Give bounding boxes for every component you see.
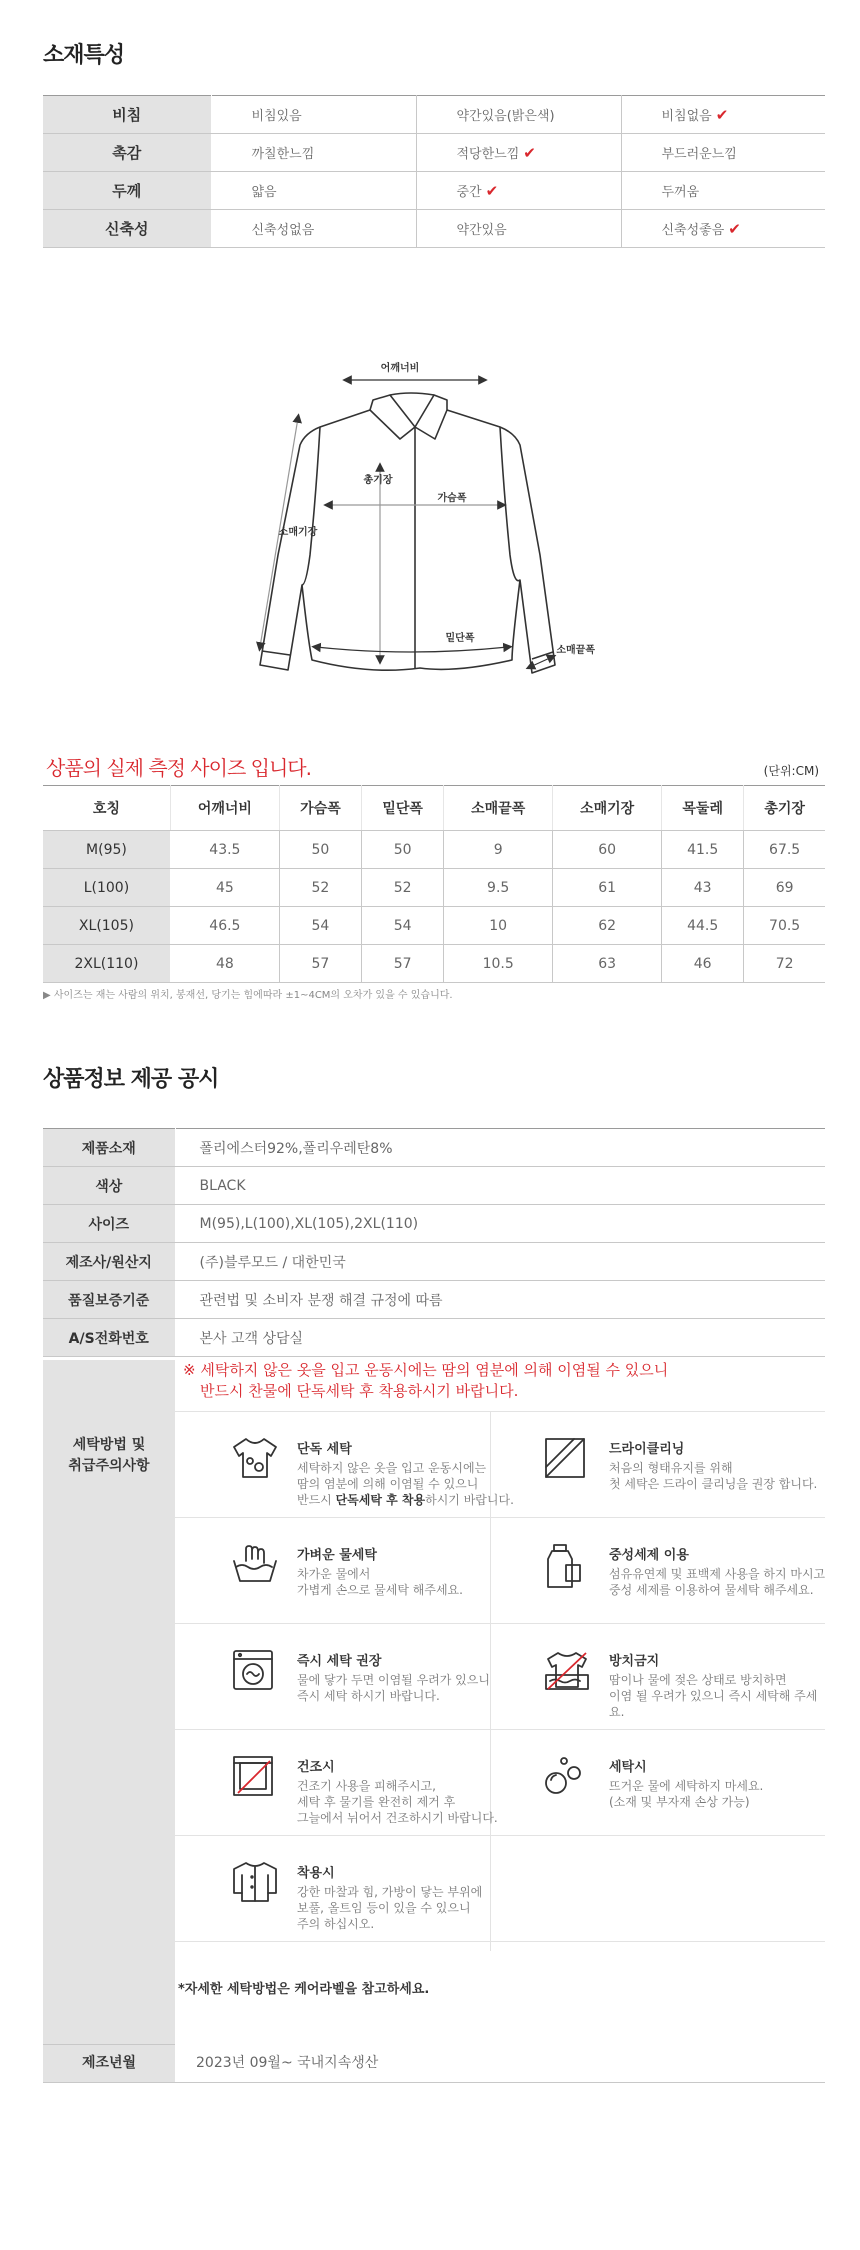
size-cell: 69	[744, 869, 825, 907]
material-option	[621, 134, 825, 172]
wash-guide-line: 이염 될 우려가 있으니 즉시 세탁해 주세요.	[609, 1689, 818, 1719]
size-cell: 62	[553, 907, 662, 945]
hem-arrow	[316, 647, 508, 652]
check-icon: ✔	[485, 182, 499, 200]
wash-guide-line: 세탁하지 않은 옷을 입고 운동시에는	[297, 1461, 487, 1475]
wash-guide-title: 중성세제 이용	[609, 1548, 689, 1563]
wash-guide-item	[200, 1415, 518, 1518]
material-option-label: 비침있음	[251, 109, 302, 124]
material-option	[416, 210, 621, 248]
material-row-label: 두께	[43, 172, 211, 210]
wash-guide-desc	[297, 1460, 514, 1508]
info-table	[43, 1128, 825, 1357]
info-row-value: M(95),L(100),XL(105),2XL(110)	[175, 1205, 825, 1243]
material-option	[416, 96, 621, 134]
size-column-header: 총기장	[744, 786, 825, 831]
wash-guide-line-text: 하시기 바랍니다.	[425, 1493, 514, 1507]
check-icon: ✔	[728, 220, 741, 238]
material-row	[43, 210, 825, 248]
wash-guide-desc	[609, 1778, 763, 1810]
size-cell: 43	[662, 869, 744, 907]
material-row	[43, 172, 825, 210]
wash-guide-item	[512, 1627, 830, 1730]
jacket-measurement-diagram	[250, 355, 610, 685]
material-option-label: 약간있음(밝은색)	[456, 109, 555, 124]
size-cell: 46	[662, 945, 744, 983]
jacket-body-outline	[260, 410, 555, 673]
material-option	[211, 134, 416, 172]
wash-note: *자세한 세탁방법은 케어라벨을 참고하세요.	[178, 1982, 430, 1997]
wash-guide-item	[200, 1521, 518, 1624]
wash-guide-title: 단독 세탁	[297, 1442, 352, 1457]
info-row	[43, 1319, 825, 1357]
material-row-label: 신축성	[43, 210, 211, 248]
info-row-label: 사이즈	[43, 1205, 175, 1243]
size-cell: 9.5	[444, 869, 553, 907]
info-row-value: 관련법 및 소비자 분쟁 해결 규정에 따름	[175, 1281, 825, 1319]
wash-guide-line: (소재 및 부자재 손상 가능)	[609, 1795, 750, 1809]
wash-grid-line	[175, 1411, 825, 1412]
size-row	[43, 831, 825, 869]
wash-guide-line: 땀이나 물에 젖은 상태로 방치하면	[609, 1673, 787, 1687]
wash-guide-desc	[609, 1566, 825, 1598]
info-row-label: 색상	[43, 1167, 175, 1205]
size-row	[43, 869, 825, 907]
size-cell: 63	[553, 945, 662, 983]
size-cell: 52	[279, 869, 361, 907]
size-column-header: 어깨너비	[170, 786, 279, 831]
wash-guide-line: 즉시 세탁 하시기 바랍니다.	[297, 1689, 440, 1703]
info-section-title: 상품정보 제공 공시	[43, 1067, 219, 1092]
wash-guide-title: 드라이클리닝	[609, 1442, 685, 1457]
size-column-header: 밑단폭	[362, 786, 444, 831]
wash-guide-title: 건조시	[297, 1760, 335, 1775]
size-cell: 43.5	[170, 831, 279, 869]
size-row-label: L(100)	[43, 869, 170, 907]
material-option-label: 두꺼움	[661, 185, 700, 200]
wash-guide-item	[512, 1733, 830, 1836]
size-cell: 67.5	[744, 831, 825, 869]
info-row-value: 본사 고객 상담실	[175, 1319, 825, 1357]
wash-guide-desc	[297, 1672, 490, 1704]
size-cell: 10	[444, 907, 553, 945]
wash-guide-line: 강한 마찰과 힘, 가방이 닿는 부위에	[297, 1885, 483, 1899]
check-icon: ✔	[523, 144, 536, 162]
info-row-label: A/S전화번호	[43, 1319, 175, 1357]
wash-warning	[183, 1360, 668, 1402]
size-cell: 70.5	[744, 907, 825, 945]
wash-guide-item	[200, 1627, 518, 1730]
wash-guide-desc	[609, 1460, 817, 1492]
material-row	[43, 134, 825, 172]
total-length-label: 총기장	[363, 475, 393, 486]
wash-warning-line2: 반드시 찬물에 단독세탁 후 착용하시기 바랍니다.	[200, 1382, 519, 1400]
size-row-label: XL(105)	[43, 907, 170, 945]
material-row-label: 촉감	[43, 134, 211, 172]
size-column-header: 소매끝폭	[444, 786, 553, 831]
info-row	[43, 1281, 825, 1319]
size-cell: 60	[553, 831, 662, 869]
wash-guide-item	[200, 1733, 518, 1836]
wash-guide-line: 차가운 물에서	[297, 1567, 371, 1581]
material-option-label: 신축성없음	[251, 223, 315, 238]
material-section-title: 소재특성	[43, 43, 125, 68]
size-cell: 50	[279, 831, 361, 869]
mfg-value: 2023년 09월~ 국내지속생산	[196, 2055, 379, 2071]
material-option	[621, 96, 825, 134]
info-row-value: BLACK	[175, 1167, 825, 1205]
info-row-label: 제품소재	[43, 1129, 175, 1167]
wash-label-line2: 취급주의사항	[68, 1458, 150, 1474]
info-row-label: 제조사/원산지	[43, 1243, 175, 1281]
material-option-label: 부드러운느낌	[661, 147, 737, 162]
wash-guide-item	[200, 1839, 518, 1942]
wash-guide-desc	[297, 1566, 463, 1598]
material-option	[621, 172, 825, 210]
wash-label-cell	[43, 1360, 175, 2045]
size-row-label: 2XL(110)	[43, 945, 170, 983]
size-cell: 10.5	[444, 945, 553, 983]
wash-guide-title: 착용시	[297, 1866, 335, 1881]
wash-guide-line: 섬유유연제 및 표백제 사용을 하지 마시고	[609, 1567, 826, 1581]
size-table	[43, 785, 825, 983]
wash-guide-desc	[297, 1884, 482, 1932]
size-row	[43, 945, 825, 983]
check-icon: ✔	[715, 106, 729, 124]
material-option	[211, 210, 416, 248]
wash-label-line1: 세탁방법 및	[72, 1437, 146, 1453]
info-row	[43, 1205, 825, 1243]
size-cell: 52	[362, 869, 444, 907]
size-unit: (단위:CM)	[763, 764, 819, 778]
wash-guide-line: 물에 닿가 두면 이염될 우려가 있으니	[297, 1673, 490, 1687]
wash-guide-title: 가벼운 물세탁	[297, 1548, 377, 1563]
material-table	[43, 95, 825, 248]
wash-guide-title: 즉시 세탁 권장	[297, 1654, 382, 1669]
sleeve-length-label: 소매기장	[278, 527, 318, 538]
size-column-header: 목둘레	[662, 786, 744, 831]
size-column-header: 소매기장	[553, 786, 662, 831]
wash-guide-title: 방치금지	[609, 1654, 660, 1669]
size-cell: 46.5	[170, 907, 279, 945]
info-row	[43, 1167, 825, 1205]
wash-guide-line: 땀의 염분에 의해 이염될 수 있으니	[297, 1477, 479, 1491]
size-cell: 50	[362, 831, 444, 869]
size-heading: 상품의 실제 측정 사이즈 입니다.	[46, 756, 311, 780]
material-option-label: 중간	[456, 185, 482, 200]
material-option-label: 까칠한느낌	[251, 147, 315, 162]
size-column-header: 가슴폭	[279, 786, 361, 831]
info-row-value: 폴리에스터92%,폴리우레탄8%	[175, 1129, 825, 1167]
size-cell: 9	[444, 831, 553, 869]
info-row-label: 품질보증기준	[43, 1281, 175, 1319]
wash-guide-line: 그늘에서 뉘어서 건조하시기 바랍니다.	[297, 1811, 498, 1825]
size-cell: 61	[553, 869, 662, 907]
info-row	[43, 1243, 825, 1281]
size-row-label: M(95)	[43, 831, 170, 869]
material-option-label: 약간있음	[456, 223, 507, 238]
wash-guide-item	[512, 1415, 830, 1518]
wash-guide-line: 처음의 형태유지를 위해	[609, 1461, 733, 1475]
wash-guide-item	[512, 1521, 830, 1624]
wash-guide-line: 중성 세제를 이용하여 물세탁 해주세요.	[609, 1583, 814, 1597]
wash-guide-line: 보풀, 올트임 등이 있을 수 있으니	[297, 1901, 471, 1915]
wash-guide-line	[297, 1492, 514, 1508]
wash-guide-desc	[297, 1778, 498, 1826]
wash-guide-line-text: 반드시	[297, 1493, 336, 1507]
material-option-label: 신축성좋음	[661, 223, 725, 238]
size-cell: 54	[279, 907, 361, 945]
mfg-row	[43, 2045, 825, 2083]
wash-guide-line: 세탁 후 물기를 완전히 제거 후	[297, 1795, 456, 1809]
hem-label: 밑단폭	[445, 633, 475, 644]
material-option	[211, 96, 416, 134]
info-row-value: (주)블루모드 / 대한민국	[175, 1243, 825, 1281]
size-cell: 72	[744, 945, 825, 983]
size-cell: 48	[170, 945, 279, 983]
wash-guide-line: 건조기 사용을 피해주시고,	[297, 1779, 436, 1793]
wash-warning-line1: ※ 세탁하지 않은 옷을 입고 운동시에는 땀의 염분에 의해 이염될 수 있으니	[183, 1361, 669, 1379]
wash-guide-line: 첫 세탁은 드라이 클리닝을 권장 합니다.	[609, 1477, 818, 1491]
chest-label: 가슴폭	[437, 493, 467, 504]
size-column-header: 호칭	[43, 786, 170, 831]
wash-guide-line: 주의 하십시오.	[297, 1917, 375, 1931]
material-row	[43, 96, 825, 134]
wash-guide-emphasis: 단독세탁 후 착용	[335, 1493, 426, 1507]
material-option	[621, 210, 825, 248]
size-row	[43, 907, 825, 945]
material-option-label: 비침없음	[661, 109, 712, 124]
size-cell: 57	[279, 945, 361, 983]
shoulder-label: 어깨너비	[380, 363, 420, 374]
size-cell: 54	[362, 907, 444, 945]
size-note: ▶ 사이즈는 재는 사람의 위치, 봉재선, 당기는 힘에따라 ±1~4CM의 오차가 있을 수 있습니다.	[43, 990, 453, 1001]
cuff-label: 소매끝폭	[556, 645, 595, 656]
mfg-label: 제조년월	[43, 2045, 175, 2082]
info-row	[43, 1129, 825, 1167]
size-cell: 57	[362, 945, 444, 983]
material-option	[416, 134, 621, 172]
wash-guide-title: 세탁시	[609, 1760, 647, 1775]
material-option	[211, 172, 416, 210]
material-option-label: 얇음	[251, 185, 277, 200]
wash-guide-line: 가볍게 손으로 물세탁 해주세요.	[297, 1583, 463, 1597]
wash-guide-desc	[609, 1672, 830, 1720]
size-cell: 41.5	[662, 831, 744, 869]
material-option	[416, 172, 621, 210]
size-table-header	[43, 786, 825, 831]
material-option-label: 적당한느낌	[456, 147, 520, 162]
wash-guide-line: 뜨거운 물에 세탁하지 마세요.	[609, 1779, 764, 1793]
jacket-collar	[370, 395, 447, 439]
size-cell: 44.5	[662, 907, 744, 945]
material-row-label: 비침	[43, 96, 211, 134]
size-cell: 45	[170, 869, 279, 907]
